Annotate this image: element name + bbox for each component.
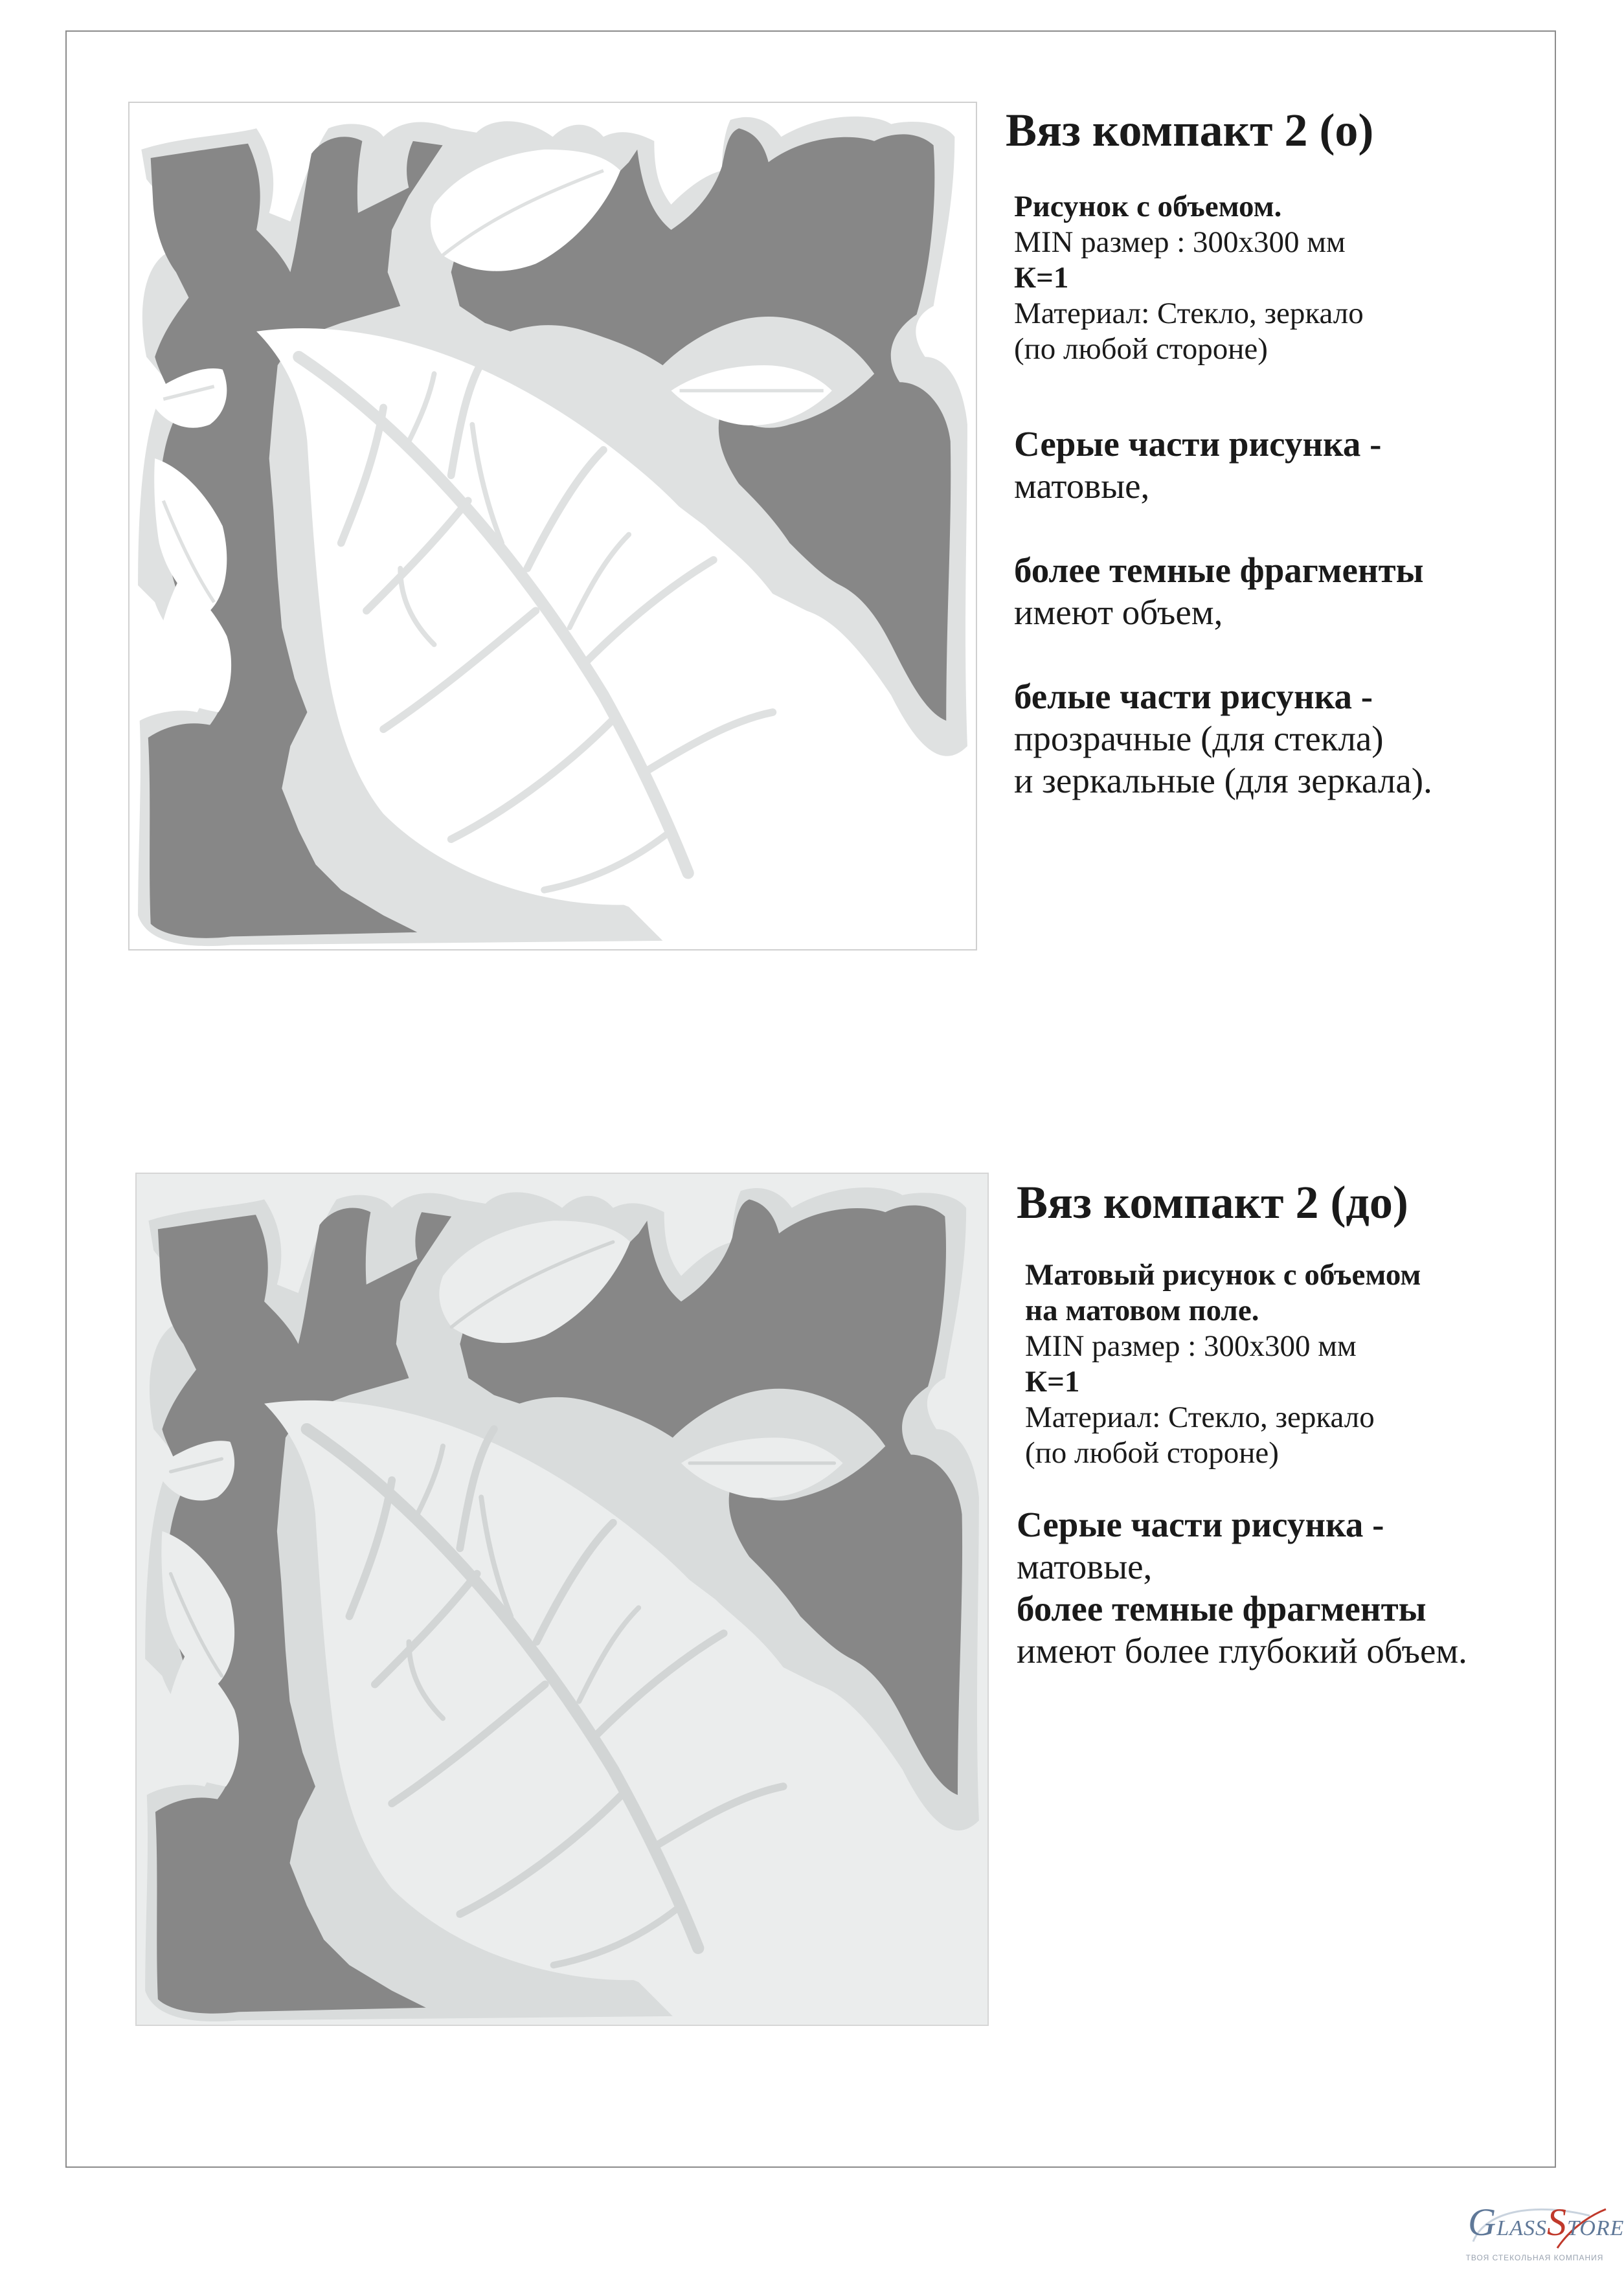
min-size: MIN размер : 300х300 мм: [1014, 225, 1346, 259]
design-preview-1: [128, 102, 977, 950]
material-note: (по любой стороне): [1025, 1436, 1279, 1470]
logo-tore: TORE: [1567, 2216, 1624, 2240]
design-title-2: Вяз компакт 2 (до): [1017, 1176, 1408, 1228]
design-preview-2: [135, 1173, 989, 2026]
leaf-artwork-1: [130, 103, 976, 949]
note-dark-fragments-desc: имеют объем,: [1014, 592, 1223, 632]
spec-heading-line-1: Матовый рисунок с объемом: [1025, 1258, 1421, 1292]
logo-letter-s: S: [1547, 2201, 1568, 2244]
notes-block-1: [1014, 423, 1543, 802]
material-note: (по любой стороне): [1014, 332, 1268, 366]
leaf-artwork-2: [137, 1174, 987, 2025]
note-white-parts-glass: прозрачные (для стекла): [1014, 719, 1384, 758]
note-gray-parts: Серые части рисунка -: [1017, 1505, 1384, 1544]
design-description-2: [1017, 1173, 1554, 1672]
min-size: MIN размер : 300х300 мм: [1025, 1329, 1357, 1363]
logo-wordmark: [1468, 2196, 1624, 2255]
spec-heading: Рисунок с объемом.: [1014, 190, 1282, 223]
spec-block-2: [1025, 1257, 1554, 1471]
note-gray-parts: Серые части рисунка -: [1014, 424, 1382, 464]
note-white-parts: белые части рисунка -: [1014, 677, 1373, 716]
logo-letter-g: G: [1468, 2201, 1497, 2244]
material: Материал: Стекло, зеркало: [1025, 1400, 1375, 1434]
design-description-1: [1006, 101, 1543, 802]
logo-lass: LASS: [1496, 2216, 1548, 2240]
design-title-1: Вяз компакт 2 (о): [1006, 104, 1374, 156]
note-white-parts-mirror: и зеркальные (для зеркала).: [1014, 761, 1432, 800]
material: Материал: Стекло, зеркало: [1014, 297, 1364, 330]
note-dark-fragments: более темные фрагменты: [1014, 550, 1424, 590]
note-gray-parts-desc: матовые,: [1014, 466, 1150, 506]
coefficient: К=1: [1025, 1365, 1080, 1399]
coefficient: К=1: [1014, 261, 1069, 295]
spec-heading-line-2: на матовом поле.: [1025, 1294, 1259, 1327]
spec-block-1: [1014, 189, 1543, 367]
note-gray-parts-desc: матовые,: [1017, 1547, 1153, 1586]
notes-block-2: [1017, 1503, 1554, 1672]
note-dark-fragments: более темные фрагменты: [1017, 1589, 1427, 1628]
note-dark-fragments-desc: имеют более глубокий объем.: [1017, 1631, 1467, 1670]
logo-tagline: ТВОЯ СТЕКОЛЬНАЯ КОМПАНИЯ: [1465, 2253, 1604, 2262]
glass-store-logo: [1460, 2196, 1624, 2267]
